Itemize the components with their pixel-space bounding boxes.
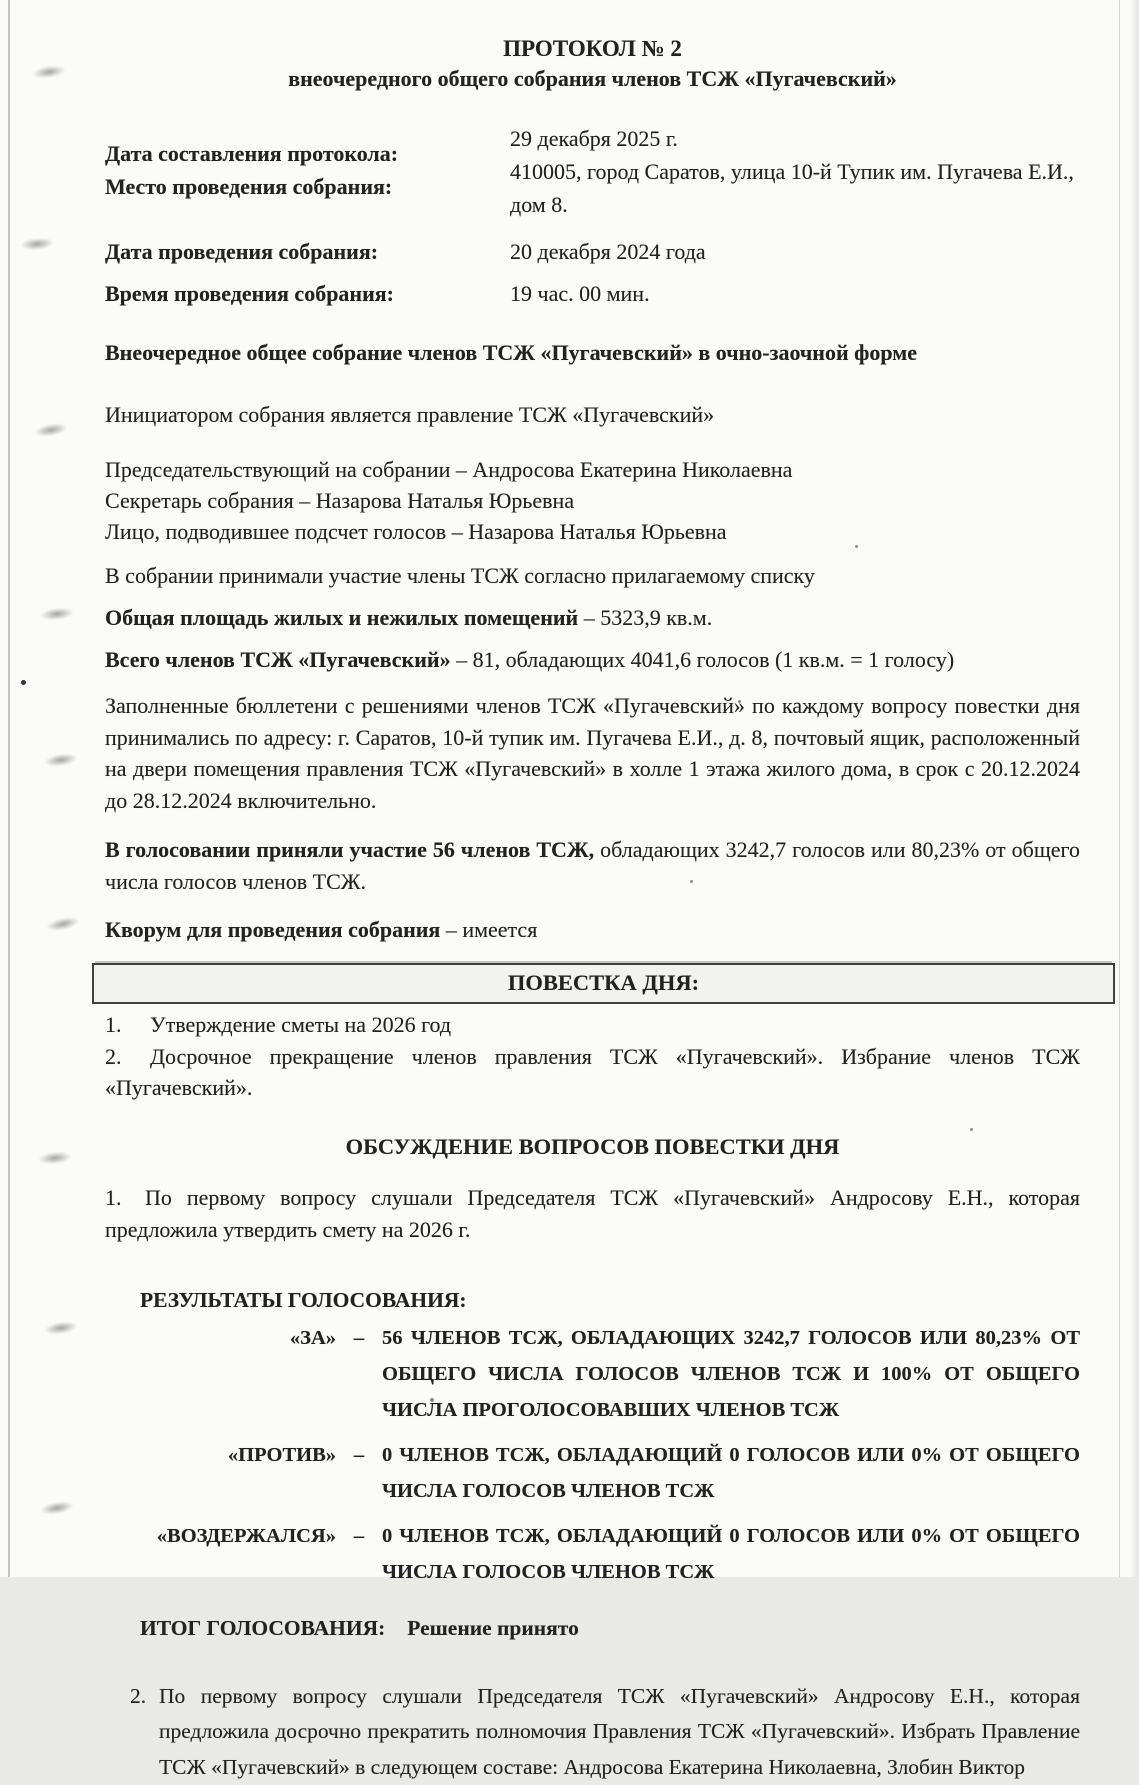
- scan-smudge: [45, 915, 81, 934]
- official-secretary: Секретарь собрания – Назарова Наталья Юрьевна: [105, 485, 1080, 516]
- question-1-number: 1.: [105, 1182, 145, 1214]
- meta-label-meeting-time: Время проведения собрания:: [105, 277, 510, 310]
- total-area-value: – 5323,9 кв.м.: [578, 605, 712, 630]
- meta-value-protocol-date: 29 декабря 2025 г.: [510, 122, 1080, 155]
- total-members-value: – 81, обладающих 4041,6 голосов (1 кв.м. = 1 голосу): [451, 647, 955, 672]
- meta-label-protocol-date: Дата составления протокола:: [105, 137, 510, 170]
- vote-for-text: 56 ЧЛЕНОВ ТСЖ, ОБЛАДАЮЩИХ 3242,7 ГОЛОСОВ ИЛИ 80,23% ОТ ОБЩЕГО ЧИСЛА ГОЛОСОВ ЧЛЕНОВ ТСЖ И 100% ОТ ОБЩЕГО ЧИСЛА ПРОГОЛОСОВАВШИХ ЧЛЕНОВ ТСЖ: [382, 1320, 1080, 1428]
- total-members-line: [105, 647, 1080, 673]
- turnout-rest-part: обладающих 3242,7 голосов или 80,23% от общего числа голосов членов ТСЖ.: [105, 837, 1080, 894]
- agenda-item-1-text: Утверждение сметы на 2026 год: [150, 1012, 451, 1037]
- document-content: [105, 0, 1080, 1785]
- scan-edge-strip-right: [1130, 0, 1139, 1577]
- meta-label-meeting-date: Дата проведения собрания:: [105, 235, 510, 268]
- vote-abstained-dash: –: [336, 1518, 382, 1590]
- question-2-paragraph: [130, 1679, 1080, 1785]
- document-subtitle: внеочередного общего собрания членов ТСЖ «Пугачевский»: [105, 66, 1080, 92]
- quorum-value: – имеется: [440, 917, 537, 942]
- vote-against-text: 0 ЧЛЕНОВ ТСЖ, ОБЛАДАЮЩИЙ 0 ГОЛОСОВ ИЛИ 0% ОТ ОБЩЕГО ЧИСЛА ГОЛОСОВ ЧЛЕНОВ ТСЖ: [382, 1437, 1080, 1509]
- agenda-item-2: [105, 1041, 1080, 1104]
- meta-block-top: [105, 122, 1080, 221]
- voting-results-table: [140, 1320, 1080, 1590]
- scan-edge-line-right: [1119, 0, 1120, 1577]
- meta-label-place: Место проведения собрания:: [105, 170, 510, 203]
- total-area-label: Общая площадь жилых и нежилых помещений: [105, 605, 578, 630]
- vote-against-label: «ПРОТИВ»: [140, 1437, 336, 1509]
- scan-smudge: [39, 606, 74, 621]
- vote-abstained-label: «ВОЗДЕРЖАЛСЯ»: [140, 1518, 336, 1590]
- official-chairman: Председательствующий на собрании – Андросова Екатерина Николаевна: [105, 454, 1080, 485]
- discussion-header: ОБСУЖДЕНИЕ ВОПРОСОВ ПОВЕСТКИ ДНЯ: [105, 1134, 1080, 1160]
- scan-smudge: [33, 421, 69, 439]
- agenda-items: [105, 1009, 1080, 1104]
- scan-edge-line-left: [8, 0, 10, 1577]
- meta-value-meeting-date: 20 декабря 2024 года: [510, 235, 706, 268]
- document-title: ПРОТОКОЛ № 2: [105, 36, 1080, 62]
- voting-results-header: РЕЗУЛЬТАТЫ ГОЛОСОВАНИЯ:: [140, 1288, 1080, 1313]
- meta-labels: [105, 122, 510, 221]
- question-2-text: По первому вопросу слушали Председателя ТСЖ «Пугачевский» Андросову Е.Н., которая предложила досрочно прекратить полномочия Правления ТСЖ «Пугачевский». Избрать Правление ТСЖ «Пугачевский» в следующем составе: Андросова Екатерина Николаевна, Злобин Виктор: [159, 1684, 1080, 1779]
- meta-value-meeting-time: 19 час. 00 мин.: [510, 277, 650, 310]
- scan-smudge: [43, 752, 78, 769]
- scan-smudge: [31, 64, 66, 81]
- scan-smudge: [43, 1320, 78, 1337]
- meta-row-meeting-time: [105, 277, 1080, 310]
- vote-against-dash: –: [336, 1437, 382, 1509]
- voting-outcome-value: Решение принято: [407, 1616, 579, 1641]
- meta-row-meeting-date: [105, 235, 1080, 268]
- scan-smudge: [39, 1499, 75, 1517]
- agenda-header-box: ПОВЕСТКА ДНЯ:: [92, 963, 1115, 1004]
- participants-line: В собрании принимали участие члены ТСЖ согласно прилагаемому списку: [105, 563, 1080, 589]
- scan-smudge: [37, 1150, 72, 1165]
- total-area-line: [105, 605, 1080, 631]
- question-2-number: 2.: [130, 1679, 146, 1715]
- quorum-label: Кворум для проведения собрания: [105, 917, 440, 942]
- meta-values: [510, 122, 1080, 221]
- initiator-line: Инициатором собрания является правление ТСЖ «Пугачевский»: [105, 402, 1080, 428]
- agenda-item-1-number: 1.: [105, 1009, 150, 1041]
- meeting-form-line: Внеочередное общее собрание членов ТСЖ «Пугачевский» в очно-заочной форме: [105, 340, 1080, 366]
- quorum-line: [105, 917, 1080, 943]
- voting-outcome-line: [140, 1616, 1080, 1641]
- ballots-paragraph: Заполненные бюллетени с решениями членов ТСЖ «Пугачевский» по каждому вопросу повестки дня принимались по адресу: г. Саратов, 10-й тупик им. Пугачева Е.И., д. 8, почтовый ящик, расположенный на двери помещения правления ТСЖ «Пугачевский» в холле 1 этажа жилого дома, в срок с 20.12.2024 до 28.12.2024 включительно.: [105, 690, 1080, 816]
- agenda-item-2-number: 2.: [105, 1041, 150, 1073]
- agenda-item-1: [105, 1009, 1080, 1041]
- scan-smudge: [20, 237, 55, 252]
- vote-abstained-text: 0 ЧЛЕНОВ ТСЖ, ОБЛАДАЮЩИЙ 0 ГОЛОСОВ ИЛИ 0% ОТ ОБЩЕГО ЧИСЛА ГОЛОСОВ ЧЛЕНОВ ТСЖ: [382, 1518, 1080, 1590]
- question-1-paragraph: [105, 1182, 1080, 1246]
- vote-for-dash: –: [336, 1320, 382, 1428]
- meta-value-place: 410005, город Саратов, улица 10-й Тупик им. Пугачева Е.И., дом 8.: [510, 155, 1080, 221]
- agenda-item-2-text: Досрочное прекращение членов правления ТСЖ «Пугачевский». Избрание членов ТСЖ «Пугачевский».: [105, 1044, 1080, 1101]
- scan-ink-dot: [21, 680, 26, 685]
- total-members-label: Всего членов ТСЖ «Пугачевский»: [105, 647, 451, 672]
- officials-block: [105, 454, 1080, 547]
- official-counter: Лицо, подводившее подсчет голосов – Назарова Наталья Юрьевна: [105, 516, 1080, 547]
- turnout-bold-part: В голосовании приняли участие 56 членов ТСЖ,: [105, 837, 594, 862]
- vote-for-label: «ЗА»: [140, 1320, 336, 1428]
- question-1-text: По первому вопросу слушали Председателя ТСЖ «Пугачевский» Андросову Е.Н., которая предложила утвердить смету на 2026 г.: [105, 1185, 1080, 1242]
- voting-outcome-label: ИТОГ ГОЛОСОВАНИЯ:: [140, 1616, 385, 1640]
- turnout-paragraph: [105, 834, 1080, 898]
